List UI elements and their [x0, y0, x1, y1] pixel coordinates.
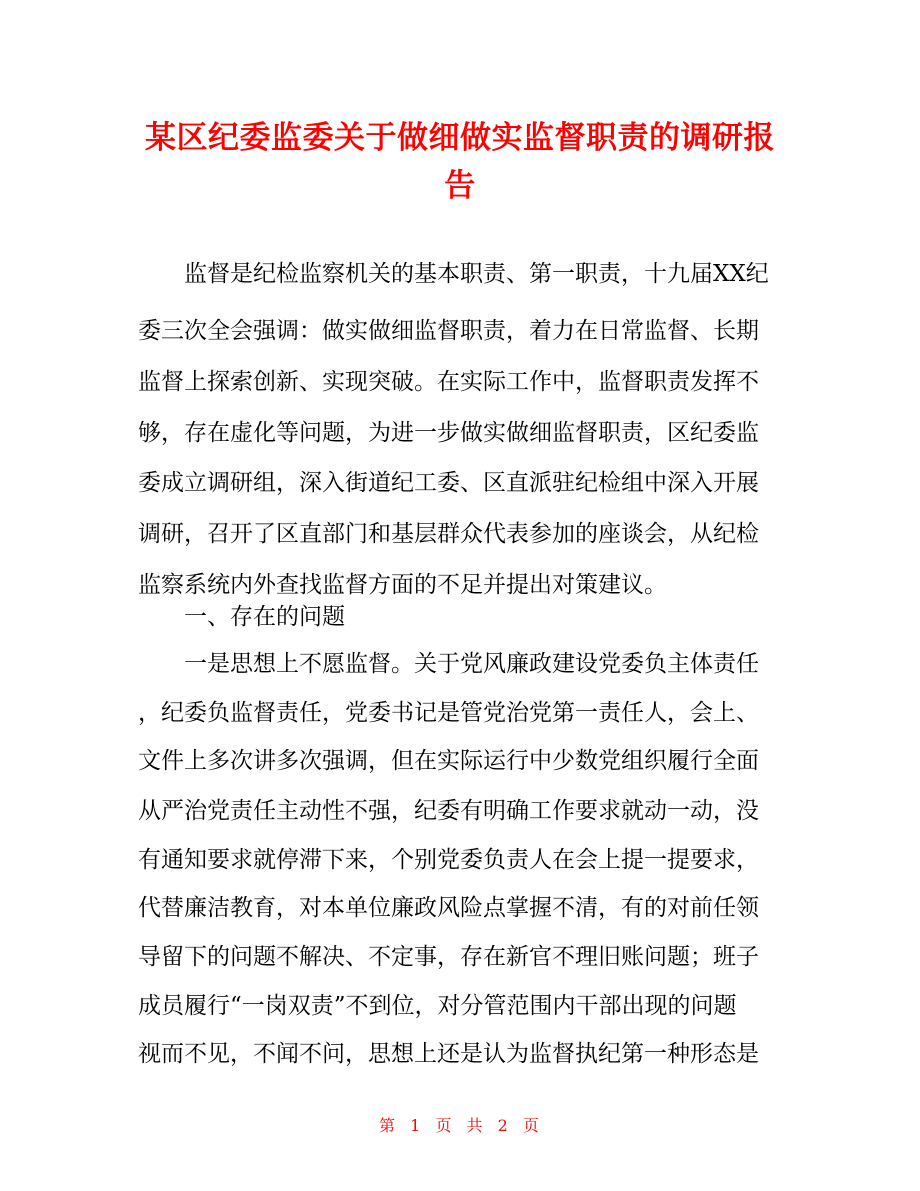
body-line: 够，存在虚化等问题，为进一步做实做细监督职责，区纪委监	[138, 420, 759, 446]
footer-current-page: 1	[410, 1116, 423, 1135]
body-line: 一是思想上不愿监督。关于党风廉政建设党委负主体责任	[184, 651, 759, 677]
body-line: 委成立调研组，深入街道纪工委、区直派驻纪检组中深入开展	[138, 470, 759, 496]
title-line-2: 告	[444, 168, 476, 204]
title-line-1: 某区纪委监委关于做细做实监督职责的调研报	[145, 120, 775, 156]
body-line: ，纪委负监督责任，党委书记是管党治党第一责任人，会上、	[138, 700, 759, 726]
body-line: 成员履行“一岗双责”不到位，对分管范围内干部出现的问题	[138, 993, 737, 1019]
footer-label-page: 第	[379, 1116, 398, 1135]
footer-label-page-unit: 页	[435, 1116, 454, 1135]
page-number-footer	[0, 1113, 920, 1136]
section-heading: 一、存在的问题	[184, 604, 345, 630]
footer-total-pages: 2	[497, 1116, 510, 1135]
body-line: 监督上探索创新、实现突破。在实际工作中，监督职责发挥不	[138, 369, 759, 395]
document-title	[138, 114, 782, 210]
body-line: 有通知要求就停滞下来，个别党委负责人在会上提一提要求，	[138, 847, 759, 873]
body-line: 代替廉洁教育，对本单位廉政风险点掌握不清，有的对前任领	[138, 895, 759, 921]
body-line: 导留下的问题不解决、不定事，存在新官不理旧账问题；班子	[138, 944, 759, 970]
body-line: 文件上多次讲多次强调，但在实际运行中少数党组织履行全面	[138, 748, 759, 774]
body-line: 监督是纪检监察机关的基本职责、第一职责，十九届XX纪	[184, 261, 769, 287]
footer-label-total: 共	[466, 1116, 485, 1135]
body-line: 视而不见，不闻不问，思想上还是认为监督执纪第一种形态是	[138, 1041, 759, 1067]
body-line: 委三次全会强调：做实做细监督职责，着力在日常监督、长期	[138, 318, 759, 344]
body-line: 从严治党责任主动性不强，纪委有明确工作要求就动一动，没	[138, 798, 759, 824]
body-line: 调研，召开了区直部门和基层群众代表参加的座谈会，从纪检	[138, 521, 759, 547]
footer-label-total-unit: 页	[522, 1116, 541, 1135]
body-line: 监察系统内外查找监督方面的不足并提出对策建议。	[138, 572, 667, 598]
